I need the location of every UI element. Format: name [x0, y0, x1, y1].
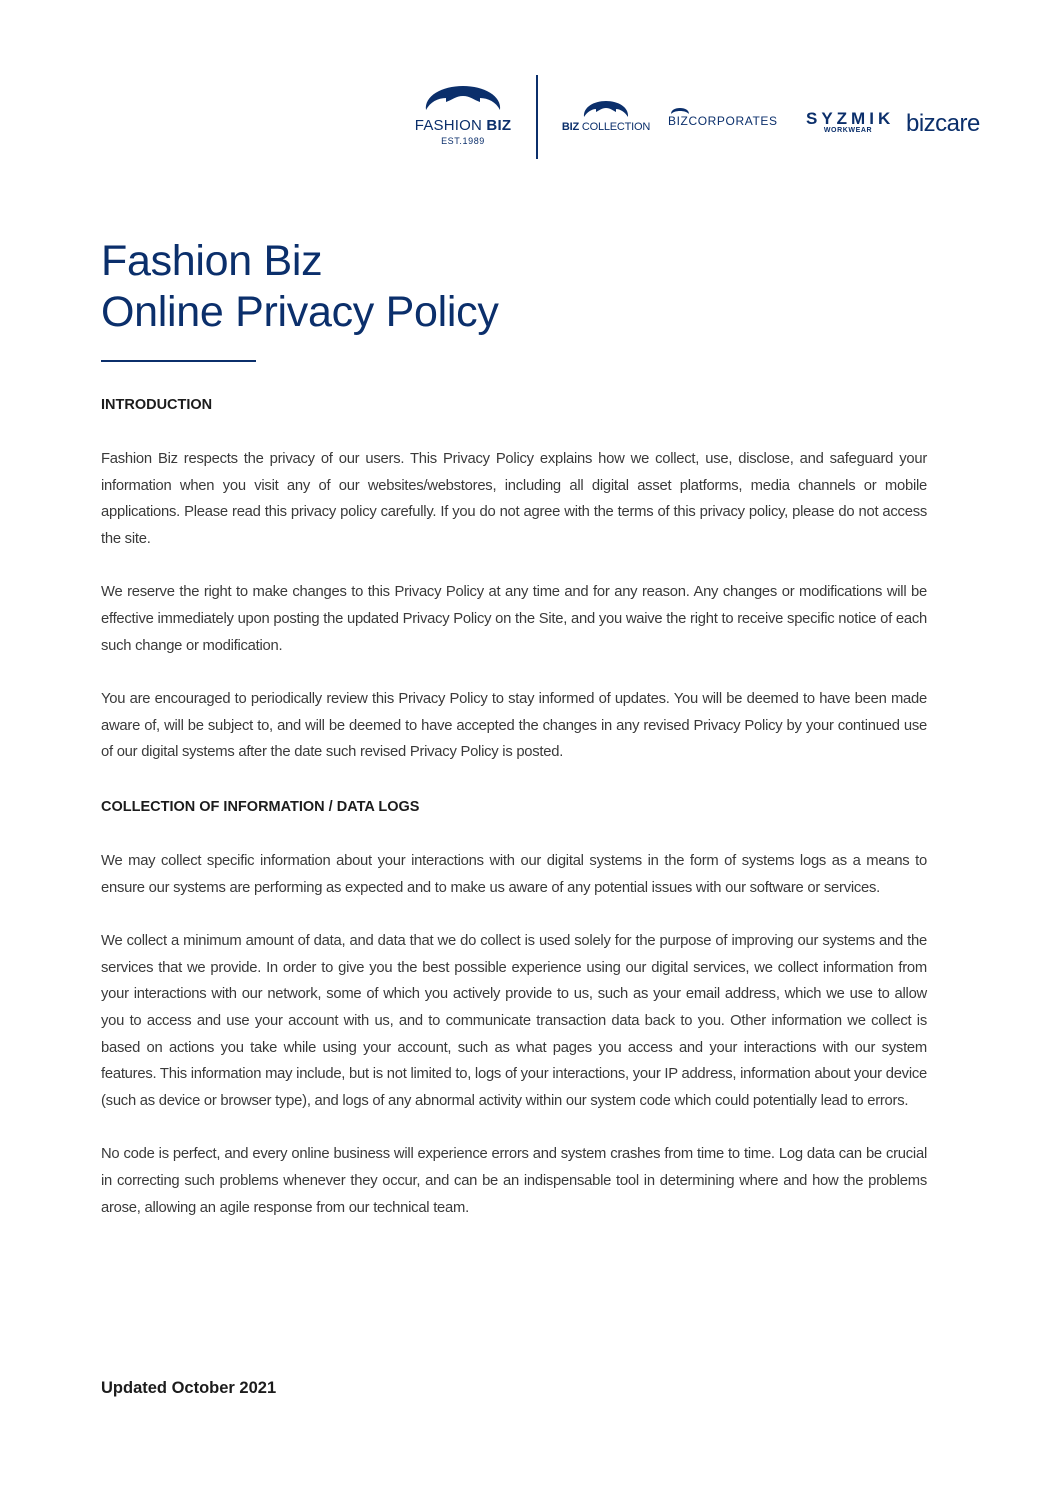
fashion-biz-swoosh-icon — [422, 84, 504, 116]
syzmik-wordmark: SYZMIK — [806, 109, 895, 128]
updated-date: Updated October 2021 — [101, 1379, 277, 1397]
fashion-biz-wordmark: FASHION BIZ — [414, 117, 512, 134]
biz-collection-swoosh-icon — [581, 100, 631, 120]
page-title — [101, 236, 499, 338]
brand-logo-bar — [0, 0, 1058, 180]
fashion-biz-logo — [410, 84, 516, 146]
biz-collection-logo — [560, 100, 652, 133]
syzmik-logo — [806, 109, 895, 135]
intro-paragraph-2: We reserve the right to make changes to this Privacy Policy at any time and for any reason. Any changes or modifications will be effective immediately upon posting the updated Privacy Policy on the Site, and you waive the right to receive specific notice of each such change or modification. — [101, 584, 927, 654]
biz-corporates-swoosh-icon — [670, 107, 690, 115]
logo-divider — [536, 75, 538, 159]
biz-collection-wordmark: BIZ COLLECTION — [561, 121, 651, 133]
biz-corporates-logo — [668, 112, 778, 130]
policy-body — [101, 393, 927, 1221]
section-heading-collection: COLLECTION OF INFORMATION / DATA LOGS — [101, 799, 420, 816]
bizcare-logo: bizcare — [906, 110, 980, 137]
page-title-line-1: Fashion Biz — [101, 237, 323, 285]
section-heading-introduction: INTRODUCTION — [101, 397, 213, 413]
fashion-biz-established: EST.1989 — [441, 136, 485, 146]
collection-paragraph-1: We may collect specific information about your interactions with our digital systems in the form of systems logs as a means to ensure our systems are performing as expected and to make us aware of any potential issues with our software or services. — [101, 853, 927, 896]
title-underline — [101, 360, 256, 362]
collection-paragraph-2: We collect a minimum amount of data, and data that we do collect is used solely for the purpose of improving our systems and the services that we provide. In order to give you the best possible experience using our digital services, we collect information from your interactions with our network, some of which you actively provide to us, such as your email address, which we use to allow you to access and use your account with us, and to communicate transaction data back to you. Other information we collect is based on actions you take while using your account, such as what pages you access and your interactions with our system features. This information may include, but is not limited to, logs of your interactions, your IP address, information about your device (such as device or browser type), and logs of any abnormal activity within our system code which could potentially lead to errors. — [101, 932, 927, 1110]
page-title-line-2: Online Privacy Policy — [101, 288, 499, 336]
collection-paragraph-3: No code is perfect, and every online business will experience errors and system crashes from time to time. Log data can be crucial in correcting such problems whenever they occur, and can be an indispensable tool in determining where and how the problems arose, allowing an agile response from our technical team. — [101, 1146, 927, 1216]
intro-paragraph-1: Fashion Biz respects the privacy of our users. This Privacy Policy explains how we collect, use, disclose, and safeguard your information when you visit any of our websites/webstores, including all digital asset platforms, media channels or mobile applications. Please read this privacy policy carefully. If you do not agree with the terms of this privacy policy, please do not access the site. — [101, 451, 927, 548]
intro-paragraph-3: You are encouraged to periodically review this Privacy Policy to stay informed of updates. You will be deemed to have been made aware of, will be subject to, and will be deemed to have accepted the changes in any revised Privacy Policy by your continued use of our digital systems after the date such revised Privacy Policy is posted. — [101, 690, 927, 761]
biz-corporates-wordmark: BIZCORPORATES — [668, 114, 778, 128]
syzmik-subtitle: WORKWEAR — [823, 127, 873, 134]
